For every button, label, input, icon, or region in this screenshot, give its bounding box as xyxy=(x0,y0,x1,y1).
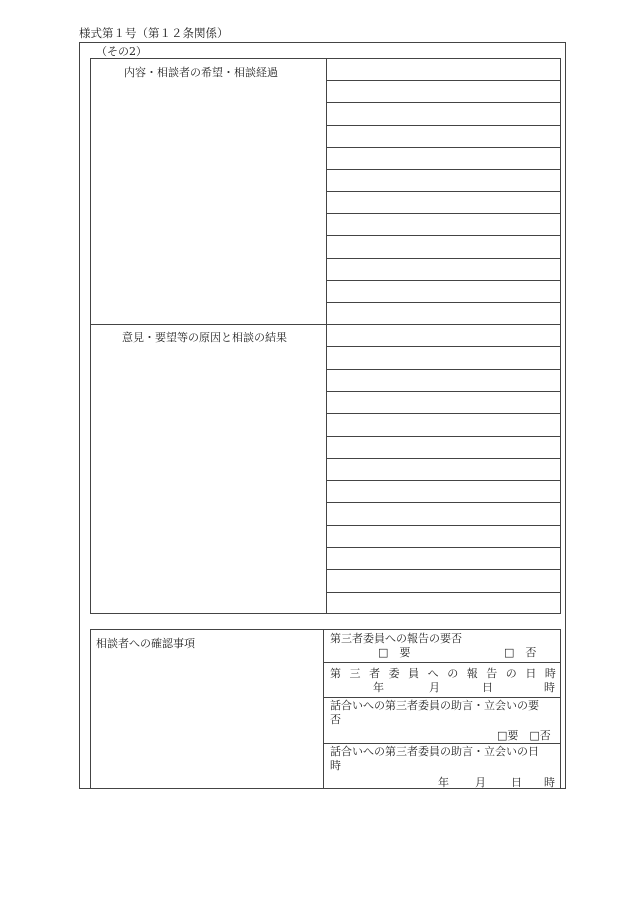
advice-necessity-options[interactable]: □要 □否 xyxy=(497,729,551,742)
title-char: へ xyxy=(427,667,439,680)
entry-line[interactable] xyxy=(326,235,561,236)
advice-datetime-title-line2: 時 xyxy=(330,759,341,772)
date-unit-label: 月 xyxy=(429,681,440,694)
entry-line[interactable] xyxy=(326,147,561,148)
report-necessity-no-option[interactable]: □ 否 xyxy=(504,646,537,659)
advice-datetime-fields[interactable] xyxy=(330,776,556,789)
entry-line[interactable] xyxy=(326,458,561,459)
entry-line[interactable] xyxy=(326,569,561,570)
entry-line[interactable] xyxy=(326,480,561,481)
title-char: 者 xyxy=(369,667,381,680)
entry-line[interactable] xyxy=(326,102,561,103)
advice-necessity-title-line2: 否 xyxy=(330,713,341,726)
entry-line[interactable] xyxy=(326,346,561,347)
entry-line[interactable] xyxy=(326,525,561,526)
title-char: の xyxy=(447,667,459,680)
entry-line[interactable] xyxy=(326,125,561,126)
confirm-label: 相談者への確認事項 xyxy=(96,637,195,650)
entry-line[interactable] xyxy=(326,391,561,392)
date-unit-label: 時 xyxy=(544,776,555,789)
title-char: 日 xyxy=(525,667,537,680)
date-unit-label: 日 xyxy=(511,776,522,789)
entry-line[interactable] xyxy=(326,302,561,303)
title-char: 時 xyxy=(544,667,556,680)
entry-line[interactable] xyxy=(326,213,561,214)
section-divider xyxy=(90,324,561,325)
confirm-row-line xyxy=(323,697,561,698)
advice-datetime-title-line1: 話合いへの第三者委員の助言・立会いの日 xyxy=(330,745,539,758)
section1-label: 内容・相談者の希望・相談経過 xyxy=(124,66,278,79)
date-unit-label: 年 xyxy=(373,681,384,694)
report-necessity-title: 第三者委員への報告の要否 xyxy=(330,632,462,645)
title-char: 第 xyxy=(330,667,341,680)
entry-line[interactable] xyxy=(326,169,561,170)
title-char: 員 xyxy=(408,667,420,680)
entry-line[interactable] xyxy=(326,436,561,437)
entry-line[interactable] xyxy=(326,502,561,503)
entry-line[interactable] xyxy=(326,280,561,281)
entry-line[interactable] xyxy=(326,80,561,81)
title-char: の xyxy=(505,667,517,680)
report-datetime-title xyxy=(330,667,556,680)
entry-line[interactable] xyxy=(326,547,561,548)
main-table-divider xyxy=(326,58,327,614)
date-unit-label: 年 xyxy=(438,776,449,789)
form-header-title: 様式第１号（第１２条関係） xyxy=(79,26,229,40)
confirm-row-line xyxy=(323,743,561,744)
date-unit-label: 時 xyxy=(544,681,555,694)
date-unit-label: 日 xyxy=(482,681,493,694)
entry-line[interactable] xyxy=(326,592,561,593)
confirm-table-divider xyxy=(323,629,324,789)
title-char: 三 xyxy=(349,667,361,680)
section2-label: 意見・要望等の原因と相談の結果 xyxy=(122,331,287,344)
title-char: 告 xyxy=(486,667,498,680)
report-necessity-yes-option[interactable]: □ 要 xyxy=(378,646,411,659)
entry-line[interactable] xyxy=(326,191,561,192)
entry-line[interactable] xyxy=(326,369,561,370)
entry-line[interactable] xyxy=(326,258,561,259)
title-char: 委 xyxy=(388,667,400,680)
date-unit-label: 月 xyxy=(475,776,486,789)
entry-line[interactable] xyxy=(326,413,561,414)
report-datetime-fields[interactable] xyxy=(330,681,556,694)
title-char: 報 xyxy=(466,667,478,680)
confirm-row-line xyxy=(323,662,561,663)
advice-necessity-title-line1: 話合いへの第三者委員の助言・立会いの要 xyxy=(330,699,539,712)
form-subtitle: （その2） xyxy=(96,45,147,58)
